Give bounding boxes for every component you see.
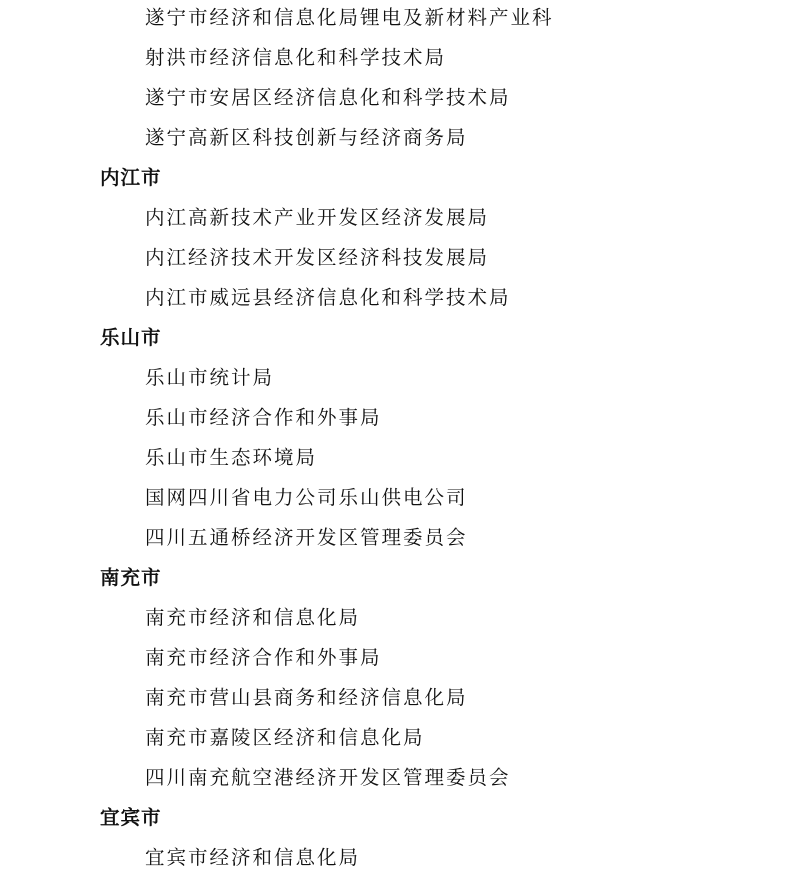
- section-heading: 乐山市: [100, 326, 162, 349]
- list-item: 内江高新技术产业开发区经济发展局: [145, 206, 490, 229]
- list-item: 南充市经济和信息化局: [145, 606, 361, 629]
- list-item: 宜宾市经济和信息化局: [145, 846, 361, 869]
- list-item: 遂宁市安居区经济信息化和科学技术局: [145, 86, 511, 109]
- list-item: 乐山市生态环境局: [145, 446, 318, 469]
- section-heading: 南充市: [100, 566, 162, 589]
- list-item: 遂宁高新区科技创新与经济商务局: [145, 126, 468, 149]
- list-item: 乐山市经济合作和外事局: [145, 406, 382, 429]
- list-item: 南充市营山县商务和经济信息化局: [145, 686, 468, 709]
- list-item: 南充市经济合作和外事局: [145, 646, 382, 669]
- list-item: 乐山市统计局: [145, 366, 275, 389]
- list-item: 射洪市经济信息化和科学技术局: [145, 46, 447, 69]
- list-item: 内江市威远县经济信息化和科学技术局: [145, 286, 511, 309]
- section-heading: 宜宾市: [100, 806, 162, 829]
- list-item: 四川南充航空港经济开发区管理委员会: [145, 766, 511, 789]
- section-heading: 内江市: [100, 166, 162, 189]
- list-item: 四川五通桥经济开发区管理委员会: [145, 526, 468, 549]
- list-item: 内江经济技术开发区经济科技发展局: [145, 246, 490, 269]
- list-item: 南充市嘉陵区经济和信息化局: [145, 726, 425, 749]
- list-item: 国网四川省电力公司乐山供电公司: [145, 486, 468, 509]
- list-item: 遂宁市经济和信息化局锂电及新材料产业科: [145, 6, 554, 29]
